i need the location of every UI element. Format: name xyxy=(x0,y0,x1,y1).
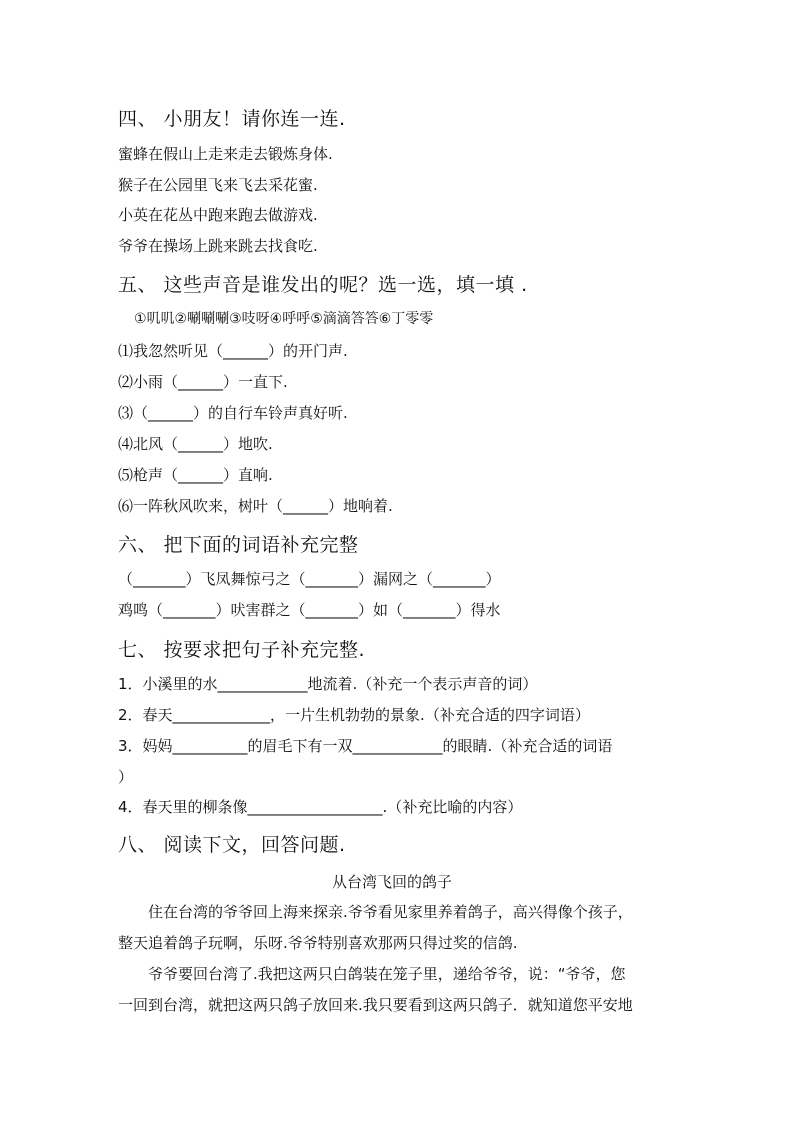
match-line-1: 蜜蜂在假山上走来走去锻炼身体. xyxy=(118,145,333,163)
match-line-3: 小英在花丛中跑来跑去做游戏. xyxy=(118,206,318,224)
section-6-heading: 六、 把下面的词语补充完整 xyxy=(118,534,359,556)
sentence-line-1: 1．小溪里的水____________地流着.（补充一个表示声音的词） xyxy=(118,675,538,693)
passage-title: 从台湾飞回的鸽子 xyxy=(332,873,453,891)
idiom-line-1: （_______）飞凤舞惊弓之（_______）漏网之（_______） xyxy=(118,570,501,588)
section-7-heading: 七、 按要求把句子补充完整. xyxy=(118,639,366,661)
passage-line-2: 整天追着鸽子玩啊，乐呀.爷爷特别喜欢那两只得过奖的信鸽. xyxy=(118,934,518,952)
sentence-line-2: 2．春天_____________，一片生机勃勃的景象.（补充合适的四字词语） xyxy=(118,706,590,724)
match-line-2: 猴子在公园里飞来飞去采花蜜. xyxy=(118,176,318,194)
sentence-line-3-wrap: ） xyxy=(118,768,134,786)
fill-line-4: ⑷北风（______）地吹. xyxy=(118,435,273,453)
fill-line-1: ⑴我忽然听见（______）的开门声. xyxy=(118,342,348,360)
section-8-heading: 八、 阅读下文，回答问题. xyxy=(118,834,346,856)
fill-line-5: ⑸枪声（______）直响. xyxy=(118,466,273,484)
fill-line-3: ⑶（______）的自行车铃声真好听. xyxy=(118,404,348,422)
section-5-heading: 五、 这些声音是谁发出的呢？选一选，填一填 . xyxy=(118,274,528,296)
section-4-heading: 四、 小朋友！请你连一连. xyxy=(118,108,346,130)
match-line-4: 爷爷在操场上跳来跳去找食吃. xyxy=(118,237,318,255)
fill-line-6: ⑹一阵秋风吹来，树叶（______）地响着. xyxy=(118,497,393,515)
passage-line-3: 爷爷要回台湾了.我把这两只白鸽装在笼子里，递给爷爷，说：“爷爷，您 xyxy=(148,965,626,983)
passage-line-4: 一回到台湾，就把这两只鸽子放回来.我只要看到这两只鸽子．就知道您平安地 xyxy=(118,996,633,1014)
sound-options: ①叽叽②唰唰唰③吱呀④呼呼⑤滴滴答答⑥丁零零 xyxy=(134,311,434,327)
passage-line-1: 住在台湾的爷爷回上海来探亲.爷爷看见家里养着鸽子，高兴得像个孩子， xyxy=(148,903,633,921)
fill-line-2: ⑵小雨（______）一直下. xyxy=(118,373,288,391)
sentence-line-3: 3．妈妈__________的眉毛下有一双____________的眼睛.（补充合适的词语 xyxy=(118,737,613,755)
sentence-line-4: 4．春天里的柳条像__________________.（补充比喻的内容） xyxy=(118,798,523,816)
idiom-line-2: 鸡鸣（_______）吠害群之（_______）如（_______）得水 xyxy=(118,601,501,619)
